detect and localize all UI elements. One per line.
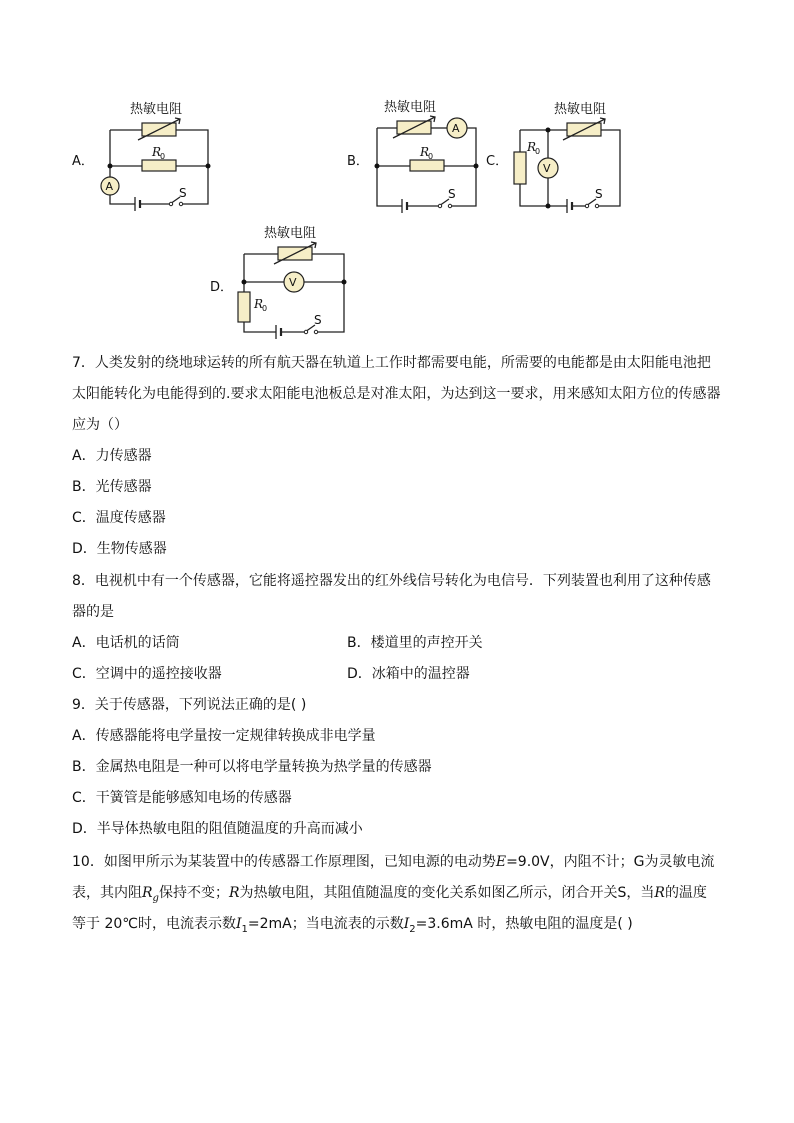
q10-stem-line1	[72, 851, 714, 871]
switch-label: S	[314, 313, 322, 327]
var-rg: R	[142, 885, 153, 901]
var-i2: I	[403, 916, 410, 932]
q7-stem-line1: 7．人类发射的绕地球运转的所有航天器在轨道上工作时都需要电能，所需要的电能都是由太阳能电池把	[72, 355, 711, 371]
q7-option-b: B．光传感器	[72, 479, 152, 495]
q8-stem-line2: 器的是	[72, 604, 114, 620]
option-d-letter: D．	[210, 280, 234, 295]
var-i1: I	[236, 916, 242, 932]
q10-text: 等于 20℃时，电流表示数	[72, 916, 236, 932]
ammeter-label: A	[452, 122, 460, 135]
q8-option-a: A．电话机的话筒	[72, 635, 180, 651]
q10-text: =3.6mA 时，热敏电阻的温度是( )	[415, 916, 633, 932]
q10-text: 表，其内阻	[72, 885, 142, 901]
thermistor-label: 热敏电阻	[384, 100, 437, 115]
q7-option-d: D．生物传感器	[72, 541, 167, 557]
q10-text: =9.0V，内阻不计；G为灵敏电流	[506, 854, 715, 870]
q9-stem: 9．关于传感器，下列说法正确的是( )	[72, 697, 307, 713]
switch-label: S	[179, 186, 187, 200]
option-b-letter: B．	[347, 154, 369, 169]
q10-text: 10．如图甲所示为某装置中的传感器工作原理图，已知电源的电动势	[72, 854, 496, 870]
switch-label: S	[595, 187, 603, 201]
r0-label: R	[420, 145, 430, 159]
q8-option-b: B．楼道里的声控开关	[347, 635, 483, 651]
q9-option-a: A．传感器能将电学量按一定规律转换成非电学量	[72, 728, 376, 744]
voltmeter-label: V	[543, 162, 551, 175]
switch-label: S	[448, 187, 456, 201]
r0-subscript: 0	[160, 152, 166, 161]
q9-option-c: C．干簧管是能够感知电场的传感器	[72, 790, 292, 806]
q7-option-a: A．力传感器	[72, 448, 152, 464]
q10-stem-line3	[72, 913, 633, 935]
r0-subscript: 0	[428, 152, 434, 161]
q10-text: 保持不变；	[158, 885, 229, 901]
thermistor-label: 热敏电阻	[264, 226, 317, 241]
q8-stem-line1: 8．电视机中有一个传感器，它能将遥控器发出的红外线信号转化为电信号．下列装置也利用了这种传感	[72, 573, 711, 589]
var-e: E	[495, 854, 507, 870]
q9-option-d: D．半导体热敏电阻的阻值随温度的升高而减小	[72, 821, 363, 837]
voltmeter-label: V	[289, 276, 297, 289]
q8-option-d: D．冰箱中的温控器	[347, 666, 470, 682]
r0-subscript: 0	[262, 304, 268, 313]
resistor-r0	[142, 160, 176, 171]
q10-stem-line2	[72, 882, 707, 904]
var-rg-sub: g	[152, 892, 159, 904]
resistor-r0	[410, 160, 444, 171]
r0-label: R	[152, 145, 162, 159]
ammeter-label: A	[105, 180, 114, 193]
option-a-letter: A．	[72, 154, 94, 169]
thermistor-label: 热敏电阻	[130, 102, 183, 117]
var-r: R	[654, 885, 665, 901]
q8-option-c: C．空调中的遥控接收器	[72, 666, 222, 682]
resistor-r0	[514, 152, 526, 184]
q7-stem-line3: 应为（）	[72, 417, 128, 433]
circuit-c	[512, 98, 627, 213]
r0-subscript: 0	[535, 147, 541, 156]
circuit-a	[100, 98, 215, 213]
option-c-letter: C．	[486, 154, 509, 169]
r0-label: R	[254, 297, 264, 311]
q10-text: =2mA；当电流表的示数	[247, 916, 404, 932]
q10-text: 为热敏电阻，其阻值随温度的变化关系如图乙所示，闭合开关S，当	[239, 885, 655, 901]
var-r: R	[228, 885, 240, 901]
thermistor-label: 热敏电阻	[554, 102, 607, 117]
var-i1-sub: 1	[241, 923, 248, 935]
q7-option-c: C．温度传感器	[72, 510, 166, 526]
resistor-r0	[238, 292, 250, 322]
q7-stem-line2: 太阳能转化为电能得到的.要求太阳能电池板总是对准太阳，为达到这一要求，用来感知太阳方位的传感器	[72, 386, 721, 402]
circuit-b	[370, 96, 485, 214]
circuit-d	[236, 222, 351, 337]
q10-text: 的温度	[664, 885, 707, 901]
var-i2-sub: 2	[409, 923, 416, 935]
q9-option-b: B．金属热电阻是一种可以将电学量转换为热学量的传感器	[72, 759, 432, 775]
r0-label: R	[527, 140, 537, 154]
